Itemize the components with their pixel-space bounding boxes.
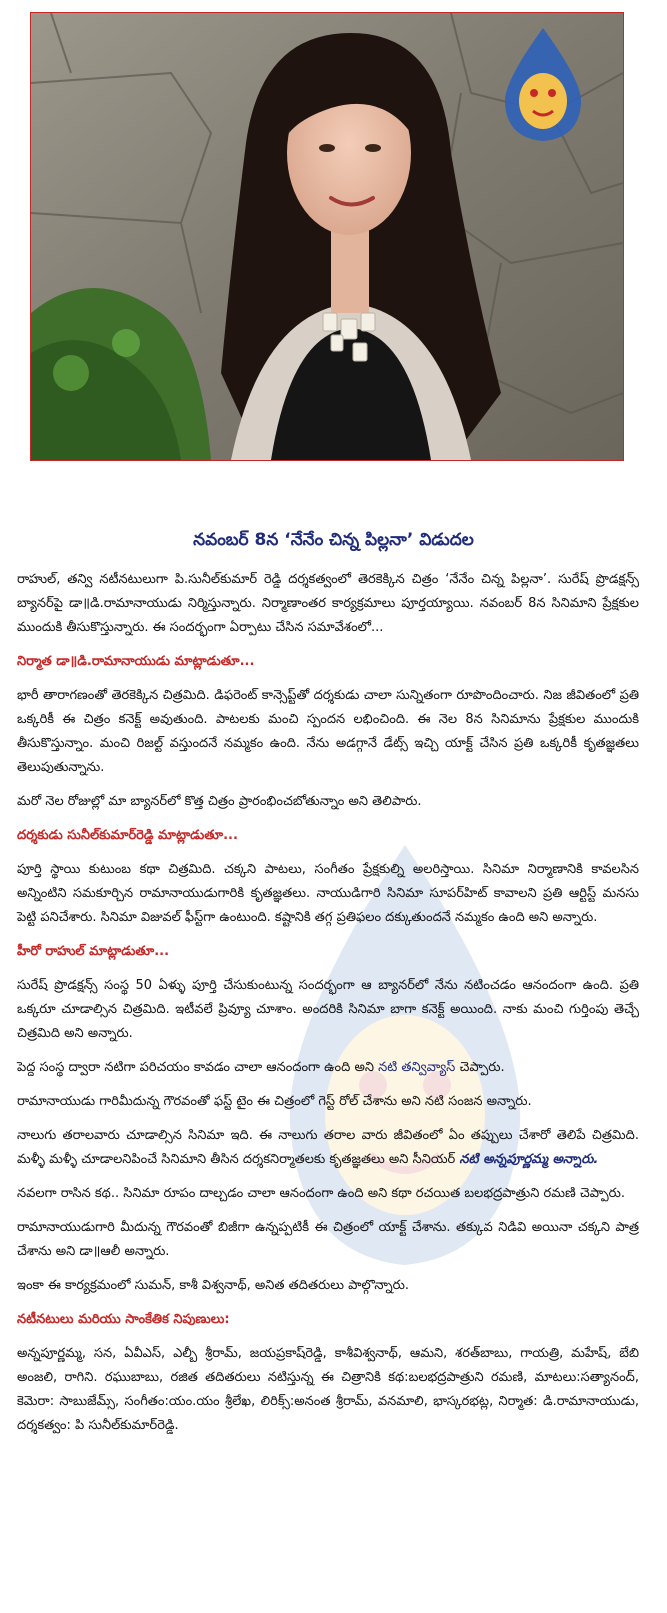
annapurna-quote (17, 1124, 639, 1172)
ali-quote: రామానాయుడుగారి మీదున్న గౌరవంతో బిజీగా ఉన్నప్పటికీ ఈ చిత్రంలో యాక్ట్ చేశాను. తక్కువ నిడివి అయినా చక్కని పాత్ర చేశాను అని డా॥ఆలీ అన్నారు. (17, 1220, 639, 1259)
smiling-woman-photo (31, 13, 623, 460)
director-heading: దర్శకుడు సునీల్‌కుమార్‌రెడ్డి మాట్లాడుతూ... (17, 828, 238, 843)
article-headline: నవంబర్ 8న ‘నేనేం చిన్న పిల్లనా’ విడుదల (193, 530, 474, 550)
sanjana-quote: రామానాయుడు గారిమీదున్న గౌరవంతో ఫస్ట్ టైం ఈ చిత్రంలో గెస్ట్ రోల్ చేశాను అని నటి సంజన అన్నారు. (17, 1094, 532, 1109)
credits-paragraph: అన్నపూర్ణమ్మ, సన, ఏవీఎస్, ఎల్బీ శ్రీరామ్, జయప్రకాష్‌రెడ్డి, కాశీవిశ్వనాథ్, ఆమని, శరత్‌బాబు, గాయత్రి, మహేష్, బేబి అంజలి, రాగిని. రఘుబాబు, రజిత తదితరులు నటిస్తున్న ఈ చిత్రానికి కథ:బలభద్రపాత్రుని రమణి, మాటలు:సత్యానంద్, కెమెరా: సాబుజేమ్స్, సంగీతం:యం.యం శ్రీలేఖ, లిరిక్స్:అనంత శ్రీరామ్, వనమాలి, భాస్కరభట్ల, నిర్మాత: డి.రామానాయుడు, దర్శకత్వం: పి సునీల్‌కుమార్‌రెడ్డి. (17, 1346, 639, 1433)
writer-quote: నవలగా రాసిన కథ.. సినిమా రూపం దాల్చడం చాలా ఆనందంగా ఉంది అని కథా రచయిత బలభద్రపాత్రుని రమణి చెప్పారు. (17, 1186, 626, 1201)
annapurna-quote-text: నాలుగు తరాలవారు చూడాల్సిన సినిమా ఇది. ఈ నాలుగు తరాల వారు జీవితంలో ఏం తప్పులు చేశారో తెలిపే చిత్రమిది. మళ్ళీ మళ్ళీ చూడాలనిపించే సినిమాని తీసిన దర్శకనిర్మాతలకు కృతజ్ఞతలు అని సీనియర్ (17, 1128, 639, 1167)
director-paragraph: పూర్తి స్థాయి కుటుంబ కథా చిత్రమిది. చక్కని పాటలు, సంగీతం ప్రేక్షకుల్ని అలరిస్తాయి. సినిమా నిర్మాణానికి కావలసిన అన్నింటిని సమకూర్చిన రామానాయుడుగారికి కృతజ్ఞతలు. నాయుడిగారి సినిమా సూపర్‌హిట్ కావాలని ప్రతి ఆర్టిస్ట్ మనసు పెట్టి పనిచేశారు. సినిమా విజువల్ ఫీస్ట్‌గా ఉంటుంది. కష్టానికి తగ్గ ప్రతిఫలం దక్కుతుందనే నమ్మకం ఉంది అని అన్నారు. (17, 862, 639, 925)
producer-heading: నిర్మాత డా॥డి.రామానాయుడు మాట్లాడుతూ... (17, 654, 255, 669)
hero-heading: హీరో రాహుల్ మాట్లాడుతూ... (17, 944, 170, 959)
tanvi-quote (17, 1056, 639, 1080)
annapurna-name: నటి అన్నపూర్ణమ్మ అన్నారు. (459, 1152, 599, 1167)
hero-paragraph: సురేష్ ప్రొడక్షన్స్ సంస్థ 50 ఏళ్ళు పూర్తి చేసుకుంటున్న సందర్భంగా ఆ బ్యానర్‌లో నేను నటించడం ఆనందంగా ఉంది. ప్రతి ఒక్కరూ చూడాల్సిన చిత్రమిది. ఇటీవలే ప్రివ్యూ చూశాం. అందరికి సినిమా బాగా కనెక్ట్ అయింది. నాకు మంచి గుర్తింపు తెచ్చే చిత్రమిది అని అన్నారు. (17, 978, 639, 1041)
intro-paragraph: రాహుల్, తన్వి నటీనటులుగా పి.సునీల్‌కుమార్ రెడ్డి దర్శకత్వంలో తెరకెక్కిన చిత్రం ‘నేనేం చిన్న పిల్లనా’. సురేష్ ప్రొడక్షన్స్ బ్యానర్‌పై డా॥డి.రామానాయుడు నిర్మిస్తున్నారు. నిర్మాణాంతర కార్యక్రమాలు పూర్తయ్యాయి. నవంబర్ 8న సినిమాని ప్రేక్షకుల ముందుకి తీసుకొస్తున్నారు. ఈ సందర్భంగా ఏర్పాటు చేసిన సమావేశంలో... (17, 572, 639, 635)
article-photo (30, 12, 624, 461)
article-body (17, 568, 639, 1448)
producer-paragraph-2: మరో నెల రోజుల్లో మా బ్యానర్‌లో కొత్త చిత్రం ప్రారంభించబోతున్నాం అని తెలిపారు. (17, 794, 422, 809)
attendees-paragraph: ఇంకా ఈ కార్యక్రమంలో సుమన్, కాశీ విశ్వనాథ్, అనిత తదితరులు పాల్గొన్నారు. (17, 1278, 409, 1293)
producer-paragraph-1: భారీ తారాగణంతో తెరకెక్కిన చిత్రమిది. డిఫరెంట్ కాన్సెప్ట్‌తో దర్శకుడు చాలా సున్నితంగా రూపొందించారు. నిజ జీవితంలో ప్రతి ఒక్కరికీ ఈ చిత్రం కనెక్ట్ అవుతుంది. పాటలకు మంచి స్పందన లభించింది. ఈ నెల 8న సినిమాను ప్రేక్షకుల ముందుకి తీసుకొస్తున్నాం. మంచి రిజల్ట్ వస్తుందనే నమ్మకం ఉంది. నేను అడగ్గానే డేట్స్ ఇచ్చి యాక్ట్ చేసిన ప్రతి ఒక్కరికీ కృతజ్ఞతలు తెలుపుతున్నాను. (17, 688, 639, 775)
tanvi-quote-text: పెద్ద సంస్థ ద్వారా నటిగా పరిచయం కావడం చాలా ఆనందంగా ఉంది అని (17, 1060, 379, 1075)
tanvi-quote-end: చెప్పారు. (455, 1060, 505, 1075)
tanvi-name: నటి తన్వివ్యాస్ (378, 1060, 456, 1075)
credits-heading: నటీనటులు మరియు సాంకేతిక నిపుణులు: (17, 1312, 230, 1327)
